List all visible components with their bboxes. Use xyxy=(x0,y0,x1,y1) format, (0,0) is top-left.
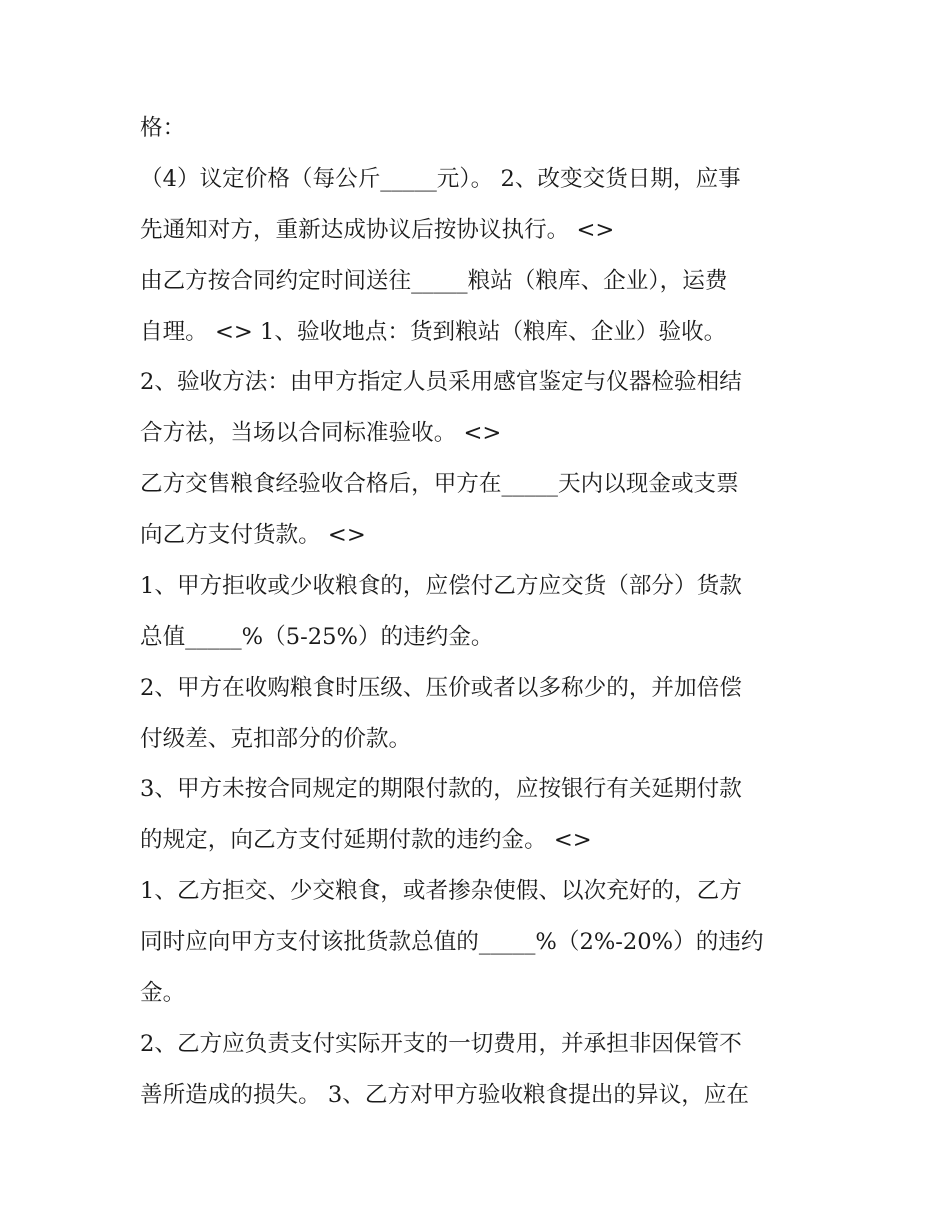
text-line: 总值_____%（5-25%）的违约金。 xyxy=(140,624,494,650)
text-line: 付级差、克扣部分的价款。 xyxy=(140,726,412,752)
text-line: 乙方交售粮食经验收合格后，甲方在_____天内以现金或支票 xyxy=(140,471,739,497)
text-line: 由乙方按合同约定时间送往_____粮站（粮库、企业），运费 xyxy=(140,268,728,294)
text-line: 2、甲方在收购粮食时压级、压价或者以多称少的，并加倍偿 xyxy=(140,675,742,701)
text-line: 1、乙方拒交、少交粮食，或者掺杂使假、以次充好的，乙方 xyxy=(140,878,742,904)
text-line: 先通知对方，重新达成协议后按协议执行。 <> xyxy=(140,217,615,243)
text-line: 3、甲方未按合同规定的期限付款的，应按银行有关延期付款 xyxy=(140,776,742,802)
text-line: （4）议定价格（每公斤_____元）。 2、改变交货日期，应事 xyxy=(140,166,741,192)
text-line: 自理。 <> 1、验收地点：货到粮站（粮库、企业）验收。 xyxy=(140,319,727,345)
text-line: 的规定，向乙方支付延期付款的违约金。 <> xyxy=(140,827,592,853)
text-line: 2、乙方应负责支付实际开支的一切费用，并承担非因保管不 xyxy=(140,1031,742,1057)
text-line: 向乙方支付货款。 <> xyxy=(140,522,366,548)
text-line: 善所造成的损失。 3、乙方对甲方验收粮食提出的异议，应在 xyxy=(140,1082,749,1108)
text-line: 同时应向甲方支付该批货款总值的_____%（2%-20%）的违约 xyxy=(140,929,764,955)
text-line: 2、验收方法：由甲方指定人员采用感官鉴定与仪器检验相结 xyxy=(140,369,742,395)
text-line: 格： xyxy=(140,115,186,141)
text-line: 金。 xyxy=(140,980,186,1006)
text-line: 合方祛，当场以合同标准验收。 <> xyxy=(140,420,502,446)
text-line: 1、甲方拒收或少收粮食的，应偿付乙方应交货（部分）货款 xyxy=(140,573,742,599)
